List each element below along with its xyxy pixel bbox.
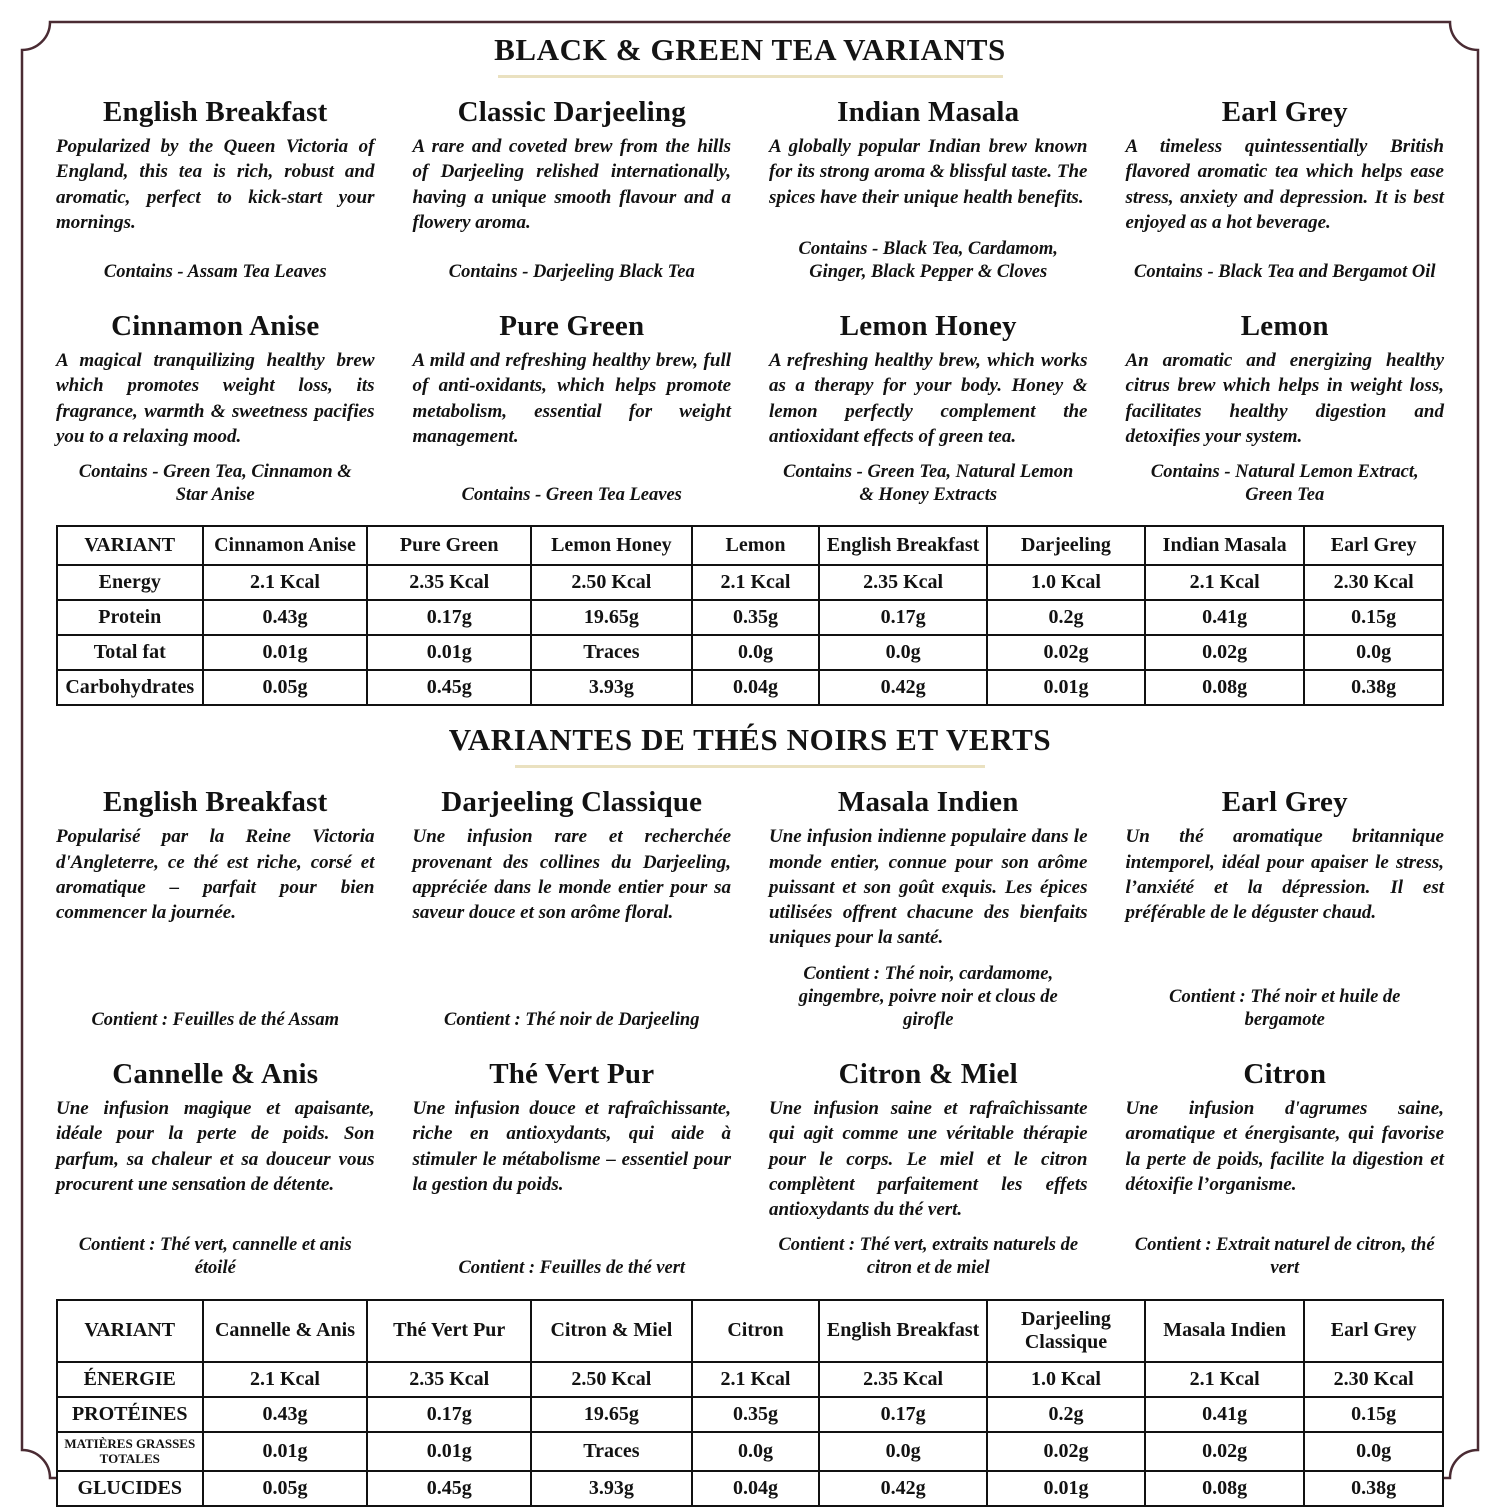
table-cell: 0.43g	[203, 1397, 368, 1432]
table-cell: 0.08g	[1145, 1471, 1304, 1506]
tea-cards-row-2-fr	[56, 1048, 1444, 1291]
tea-card-lemon-honey	[769, 300, 1088, 517]
table-header-cell: VARIANT	[57, 526, 203, 565]
table-header-cell: Cinnamon Anise	[203, 526, 368, 565]
tea-card-description: A rare and coveted brew from the hills of Darjeeling relished internationally, having a unique smooth flavour and a flowery aroma.	[412, 136, 731, 233]
table-header-cell: Earl Grey	[1304, 526, 1443, 565]
tea-card-description: A timeless quintessentially British flavored aromatic tea which helps ease stress, anxiety and depression. It is best enjoyed as a hot beverage.	[1125, 136, 1444, 233]
table-cell: 0.15g	[1304, 1397, 1443, 1432]
row-label: PROTÉINES	[57, 1397, 203, 1432]
table-cell: 2.1 Kcal	[692, 1362, 820, 1397]
table-cell: 0.01g	[367, 635, 531, 670]
tea-card-title: Citron & Miel	[838, 1058, 1018, 1091]
tea-card-contains: Contains - Green Tea, Cinnamon & Star Anise	[78, 462, 352, 506]
tea-card-english-breakfast	[56, 86, 375, 294]
tea-card-masala-indien	[769, 776, 1088, 1042]
nutrition-table-fr	[56, 1299, 1444, 1507]
table-cell: 2.35 Kcal	[819, 565, 987, 600]
title-underline	[515, 765, 985, 768]
table-cell: 0.02g	[987, 1432, 1145, 1472]
tea-card-title: Cannelle & Anis	[112, 1058, 319, 1091]
table-header-cell: Pure Green	[367, 526, 531, 565]
table-cell: 0.2g	[987, 600, 1145, 635]
table-row-glucides	[57, 1471, 1443, 1506]
table-cell: 2.35 Kcal	[819, 1362, 987, 1397]
table-row-total-fat	[57, 635, 1443, 670]
tea-card-description: Popularized by the Queen Victoria of England, this tea is rich, robust and aromatic, perfect to kick-start your mornings.	[56, 136, 375, 233]
table-cell: 0.45g	[367, 1471, 531, 1506]
row-label: ÉNERGIE	[57, 1362, 203, 1397]
tea-cards-row-1-en	[56, 86, 1444, 294]
section-title-fr: VARIANTES DE THÉS NOIRS ET VERTS	[448, 722, 1052, 758]
table-row-protein	[57, 600, 1443, 635]
table-cell: 0.02g	[1145, 1432, 1304, 1472]
tea-card-contains: Contains - Black Tea, Cardamom, Ginger, Black Pepper & Cloves	[798, 238, 1058, 282]
tea-card-contains: Contient : Extrait naturel de citron, thé vert	[1134, 1235, 1435, 1279]
tea-card-title: Lemon	[1240, 310, 1329, 342]
tea-card-title: Classic Darjeeling	[457, 96, 686, 128]
tea-card-contains: Contient : Thé vert, cannelle et anis étoilé	[78, 1235, 352, 1279]
tea-card-title: Earl Grey	[1221, 786, 1348, 819]
table-cell: 0.38g	[1304, 1471, 1443, 1506]
tea-card-description: Une infusion d'agrumes saine, aromatique et énergisante, qui favorise la perte de poids, facilite la digestion et détoxifie l’organisme.	[1125, 1098, 1444, 1195]
table-cell: 0.0g	[819, 635, 987, 670]
tea-card-description: A globally popular Indian brew known for its strong aroma & blissful taste. The spices have their unique health benefits.	[769, 136, 1088, 208]
table-cell: 0.17g	[367, 600, 531, 635]
table-cell: 0.0g	[819, 1432, 987, 1472]
table-row-energie	[57, 1362, 1443, 1397]
tea-card-indian-masala	[769, 86, 1088, 294]
table-header-cell: Darjeeling	[987, 526, 1145, 565]
tea-card-contains: Contient : Feuilles de thé Assam	[91, 1009, 340, 1030]
tea-card-earl-grey	[1126, 86, 1445, 294]
tea-card-contains: Contient : Thé noir et huile de bergamote	[1169, 986, 1401, 1030]
table-cell: 0.38g	[1304, 670, 1443, 705]
row-label: Energy	[57, 565, 203, 600]
tea-card-title: Pure Green	[499, 310, 645, 342]
tea-card-english-breakfast-fr	[56, 776, 375, 1042]
table-header-cell: Darjeeling Classique	[987, 1300, 1145, 1362]
tea-cards-row-2-en	[56, 300, 1444, 517]
table-cell: 19.65g	[531, 600, 692, 635]
tea-card-description: Popularisé par la Reine Victoria d'Angleterre, ce thé est riche, corsé et aromatique – parfait pour bien commencer la journée.	[56, 826, 375, 924]
row-label: Protein	[57, 600, 203, 635]
tea-card-lemon	[1126, 300, 1445, 517]
table-header-row	[57, 1300, 1443, 1362]
table-cell: 0.04g	[692, 670, 820, 705]
table-cell: 0.0g	[1304, 1432, 1443, 1472]
table-cell: 2.1 Kcal	[203, 565, 368, 600]
table-cell: 0.43g	[203, 600, 368, 635]
tea-card-description: A magical tranquilizing healthy brew which promotes weight loss, its fragrance, warmth & sweetness pacifies you to a relaxing mood.	[56, 350, 375, 447]
table-cell: 0.04g	[692, 1471, 820, 1506]
tea-card-title: Thé Vert Pur	[489, 1058, 655, 1091]
tea-card-darjeeling-classique	[413, 776, 732, 1042]
table-cell: 0.01g	[367, 1432, 531, 1472]
table-cell: 2.35 Kcal	[367, 565, 531, 600]
tea-card-title: Citron	[1243, 1058, 1327, 1091]
tea-card-description: Une infusion magique et apaisante, idéale pour la perte de poids. Son parfum, sa chaleur et sa douceur vous procurent une sensation de détente.	[56, 1098, 375, 1195]
table-header-cell: Citron	[692, 1300, 820, 1362]
table-cell: 19.65g	[531, 1397, 692, 1432]
table-row-matieres-grasses	[57, 1432, 1443, 1472]
table-header-cell: Lemon	[692, 526, 820, 565]
table-cell: 0.17g	[367, 1397, 531, 1432]
table-cell: 3.93g	[531, 670, 692, 705]
table-cell: 0.08g	[1145, 670, 1304, 705]
table-cell: Traces	[531, 1432, 692, 1472]
table-cell: 0.42g	[819, 670, 987, 705]
section-title-en: BLACK & GREEN TEA VARIANTS	[494, 32, 1006, 67]
table-cell: 1.0 Kcal	[987, 565, 1145, 600]
tea-card-description: Un thé aromatique britannique intemporel, idéal pour apaiser le stress, l’anxiété et la dépression. Il est préférable de le déguster chaud.	[1125, 826, 1444, 924]
table-cell: 0.01g	[987, 1471, 1145, 1506]
tea-card-title: Indian Masala	[837, 96, 1020, 128]
tea-card-earl-grey-fr	[1126, 776, 1445, 1042]
table-cell: 0.35g	[692, 1397, 820, 1432]
table-header-cell: Lemon Honey	[531, 526, 692, 565]
tea-card-title: Lemon Honey	[839, 310, 1017, 342]
tea-card-description: Une infusion saine et rafraîchissante qui agit comme une véritable thérapie pour le corps. Le miel et le citron complètent parfaitement les effets antioxydants du thé vert.	[769, 1098, 1088, 1221]
table-cell: 2.35 Kcal	[367, 1362, 531, 1397]
tea-card-contains: Contient : Thé noir de Darjeeling	[444, 1009, 700, 1030]
table-cell: 0.17g	[819, 1397, 987, 1432]
nutrition-table-en	[56, 525, 1444, 706]
tea-card-cannelle-anis	[56, 1048, 375, 1291]
table-cell: 0.41g	[1145, 600, 1304, 635]
tea-card-contains: Contains - Darjeeling Black Tea	[448, 261, 695, 282]
row-label: MATIÈRES GRASSES TOTALES	[57, 1432, 203, 1472]
table-header-cell: English Breakfast	[819, 526, 987, 565]
table-header-cell: Cannelle & Anis	[203, 1300, 368, 1362]
table-row-carbohydrates	[57, 670, 1443, 705]
table-header-cell: Indian Masala	[1145, 526, 1304, 565]
tea-card-contains: Contains - Black Tea and Bergamot Oil	[1133, 261, 1436, 282]
table-header-cell: Earl Grey	[1304, 1300, 1443, 1362]
tea-card-contains: Contient : Thé vert, extraits naturels de citron et de miel	[778, 1235, 1079, 1279]
table-cell: 2.50 Kcal	[531, 1362, 692, 1397]
tea-card-description: A refreshing healthy brew, which works as a therapy for your body. Honey & lemon perfectly complement the antioxidant effects of green tea.	[769, 350, 1088, 447]
table-cell: 0.2g	[987, 1397, 1145, 1432]
tea-card-the-vert-pur	[413, 1048, 732, 1291]
tea-card-description: Une infusion douce et rafraîchissante, riche en antioxydants, qui aide à stimuler le métabolisme – essentiel pour la gestion du poids.	[412, 1098, 731, 1195]
table-cell: 0.02g	[1145, 635, 1304, 670]
table-cell: 0.0g	[692, 1432, 820, 1472]
row-label: Carbohydrates	[57, 670, 203, 705]
tea-card-contains: Contains - Natural Lemon Extract, Green Tea	[1150, 462, 1419, 506]
section-french	[56, 722, 1444, 1507]
tea-card-pure-green	[413, 300, 732, 517]
table-cell: 0.41g	[1145, 1397, 1304, 1432]
table-cell: 0.42g	[819, 1471, 987, 1506]
table-cell: 0.01g	[203, 1432, 368, 1472]
table-header-cell: Masala Indien	[1145, 1300, 1304, 1362]
table-cell: 0.35g	[692, 600, 820, 635]
tea-card-contains: Contains - Green Tea, Natural Lemon & Honey Extracts	[783, 462, 1074, 506]
tea-card-description: An aromatic and energizing healthy citrus brew which helps in weight loss, facilitates healthy digestion and detoxifies your system.	[1125, 350, 1444, 447]
table-cell: 0.15g	[1304, 600, 1443, 635]
table-cell: 0.05g	[203, 670, 368, 705]
tea-card-citron-miel	[769, 1048, 1088, 1291]
tea-card-title: Earl Grey	[1221, 96, 1348, 128]
tea-card-title: Masala Indien	[837, 786, 1019, 819]
table-cell: 0.45g	[367, 670, 531, 705]
table-cell: 2.30 Kcal	[1304, 1362, 1443, 1397]
row-label: Total fat	[57, 635, 203, 670]
table-row-energy	[57, 565, 1443, 600]
table-cell: 0.02g	[987, 635, 1145, 670]
table-header-cell: English Breakfast	[819, 1300, 987, 1362]
table-cell: 2.1 Kcal	[203, 1362, 368, 1397]
tea-card-cinnamon-anise	[56, 300, 375, 517]
tea-card-title: English Breakfast	[103, 96, 328, 128]
row-label: GLUCIDES	[57, 1471, 203, 1506]
table-header-cell: Thé Vert Pur	[367, 1300, 531, 1362]
title-underline	[498, 75, 1003, 78]
table-cell: 2.1 Kcal	[692, 565, 820, 600]
table-cell: 3.93g	[531, 1471, 692, 1506]
table-cell: 0.01g	[987, 670, 1145, 705]
table-cell: 2.1 Kcal	[1145, 565, 1304, 600]
tea-card-contains: Contains - Assam Tea Leaves	[103, 261, 327, 282]
tea-card-contains: Contains - Green Tea Leaves	[461, 485, 682, 506]
tea-card-title: Cinnamon Anise	[111, 310, 320, 342]
table-cell: 0.0g	[692, 635, 820, 670]
tea-card-description: Une infusion indienne populaire dans le monde entier, connue pour son arôme puissant et son goût exquis. Les épices utilisées offrent chacune des bienfaits uniques pour la santé.	[769, 826, 1088, 949]
table-header-cell: Citron & Miel	[531, 1300, 692, 1362]
table-cell: 0.0g	[1304, 635, 1443, 670]
panel-content	[56, 32, 1444, 1507]
table-cell: 0.01g	[203, 635, 368, 670]
tea-card-citron	[1126, 1048, 1445, 1291]
table-row-proteines	[57, 1397, 1443, 1432]
table-cell: 1.0 Kcal	[987, 1362, 1145, 1397]
table-cell: 2.1 Kcal	[1145, 1362, 1304, 1397]
tea-cards-row-1-fr	[56, 776, 1444, 1042]
tea-card-classic-darjeeling	[413, 86, 732, 294]
table-cell: 0.17g	[819, 600, 987, 635]
section-english	[56, 32, 1444, 706]
tea-card-title: Darjeeling Classique	[441, 786, 703, 819]
tea-card-title: English Breakfast	[103, 786, 328, 819]
table-cell: 2.50 Kcal	[531, 565, 692, 600]
tea-card-contains: Contient : Feuilles de thé vert	[458, 1258, 686, 1279]
table-header-cell: VARIANT	[57, 1300, 203, 1362]
table-cell: Traces	[531, 635, 692, 670]
tea-card-description: Une infusion rare et recherchée provenant des collines du Darjeeling, appréciée dans le monde entier pour sa saveur douce et son arôme floral.	[412, 826, 731, 924]
table-header-row	[57, 526, 1443, 565]
tea-card-contains: Contient : Thé noir, cardamome, gingembre, poivre noir et clous de girofle	[798, 963, 1058, 1030]
table-cell: 2.30 Kcal	[1304, 565, 1443, 600]
tea-card-description: A mild and refreshing healthy brew, full of anti-oxidants, which helps promote metabolism, essential for weight management.	[412, 350, 731, 447]
table-cell: 0.05g	[203, 1471, 368, 1506]
